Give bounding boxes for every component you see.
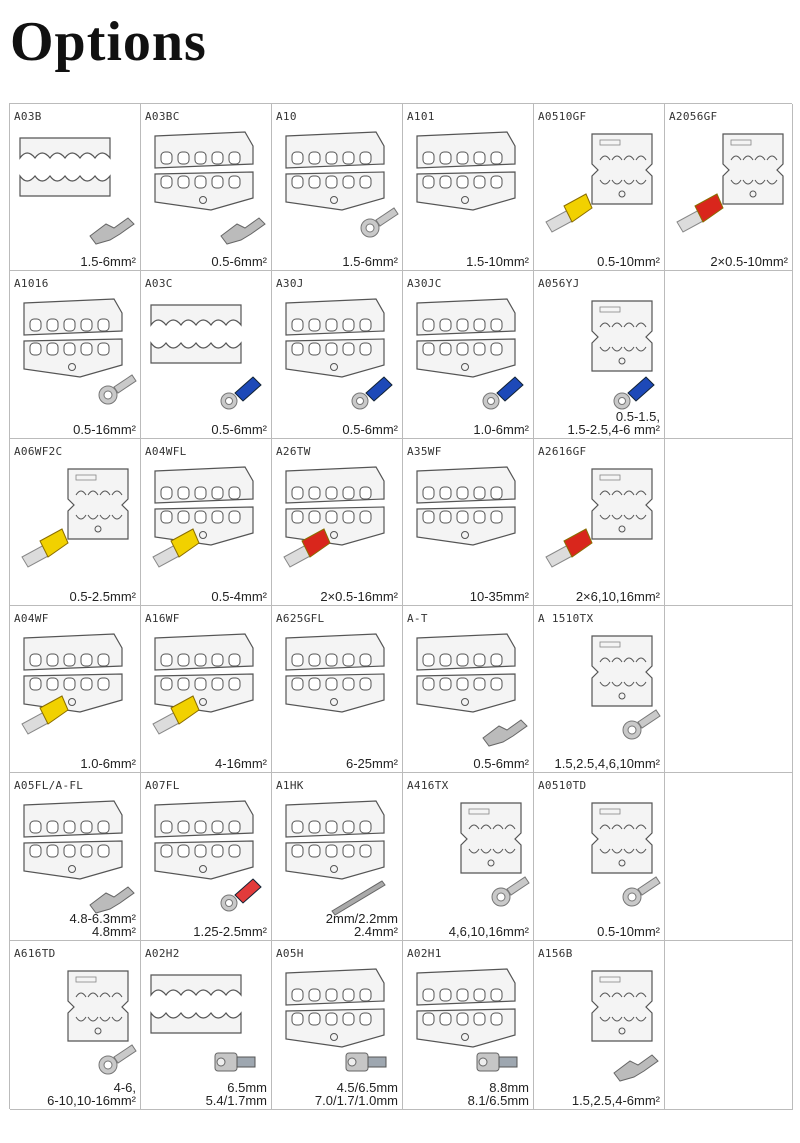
die-icon [592, 971, 652, 1041]
option-cell [403, 606, 534, 773]
option-cell [534, 104, 665, 271]
crimp-size-label: 2×0.5-10mm² [710, 254, 788, 269]
model-code: A2616GF [538, 445, 587, 458]
product-illustration [534, 459, 662, 587]
ferrule-yellow-terminal-icon [546, 194, 592, 232]
crimp-size-label: 1.5-6mm² [80, 254, 136, 269]
crimp-size-label: 1.5-6mm² [342, 254, 398, 269]
die-icon [155, 801, 253, 879]
option-cell [272, 439, 403, 606]
empty-cell [665, 773, 793, 941]
model-code: A0510GF [538, 110, 587, 123]
crimp-size-label: 6-25mm² [345, 756, 398, 771]
option-cell [10, 439, 141, 606]
model-code: A416TX [407, 779, 449, 792]
option-cell [665, 104, 793, 271]
model-code: A07FL [145, 779, 180, 792]
insulated-red-terminal-icon [221, 879, 261, 911]
product-illustration [10, 124, 138, 252]
model-code: A10 [276, 110, 297, 123]
option-cell [403, 104, 534, 271]
product-illustration [403, 626, 531, 754]
die-icon [20, 138, 110, 196]
ring-terminal-icon [99, 1045, 136, 1074]
product-illustration [10, 793, 138, 921]
option-cell [534, 439, 665, 606]
option-cell [141, 606, 272, 773]
crimp-size-label: 0.5-10mm² [597, 254, 660, 269]
crimp-size-label: 4,6,10,16mm² [448, 924, 529, 939]
product-illustration [10, 961, 138, 1089]
crimp-size-label: 2mm/2.2mm 2.4mm² [325, 911, 398, 939]
crimp-size-label: 1.5,2.5,4-6mm² [571, 1093, 660, 1108]
pin-terminal-icon [332, 881, 385, 915]
product-illustration [534, 124, 662, 252]
product-illustration [141, 124, 269, 252]
model-code: A16WF [145, 612, 180, 625]
option-cell [534, 773, 665, 941]
crimp-size-label: 8.8mm 8.1/6.5mm [467, 1080, 529, 1108]
crimp-size-label: 1.0-6mm² [80, 756, 136, 771]
die-icon [461, 803, 521, 873]
model-code: A06WF2C [14, 445, 63, 458]
empty-cell [665, 439, 793, 606]
model-code: A30J [276, 277, 304, 290]
product-illustration [141, 793, 269, 921]
bnc-terminal-icon [215, 1053, 255, 1071]
option-cell [10, 271, 141, 439]
die-icon [723, 134, 783, 204]
option-cell [10, 941, 141, 1110]
product-illustration [534, 961, 662, 1089]
option-cell [141, 271, 272, 439]
crimp-size-label: 0.5-16mm² [73, 422, 136, 437]
product-illustration [141, 961, 269, 1089]
die-icon [417, 969, 515, 1047]
crimp-size-label: 0.5-10mm² [597, 924, 660, 939]
model-code: A625GFL [276, 612, 325, 625]
ferrule-yellow-terminal-icon [22, 529, 68, 567]
die-icon [286, 969, 384, 1047]
crimp-size-label: 0.5-4mm² [211, 589, 267, 604]
model-code: A101 [407, 110, 435, 123]
die-icon [286, 132, 384, 210]
options-grid [9, 103, 792, 1109]
model-code: A03C [145, 277, 173, 290]
die-icon [417, 299, 515, 377]
empty-cell [665, 271, 793, 439]
crimp-size-label: 0.5-6mm² [342, 422, 398, 437]
option-cell [534, 941, 665, 1110]
model-code: A 1510TX [538, 612, 594, 625]
option-cell [141, 104, 272, 271]
model-code: A05H [276, 947, 304, 960]
die-icon [592, 301, 652, 371]
crimp-size-label: 1.0-6mm² [473, 422, 529, 437]
ring-terminal-icon [99, 375, 136, 404]
ring-terminal-icon [623, 877, 660, 906]
product-illustration [403, 291, 531, 419]
product-illustration [272, 459, 400, 587]
page-title: Options [10, 11, 207, 73]
crimp-size-label: 4.8-6.3mm² 4.8mm² [69, 911, 136, 939]
model-code: A03B [14, 110, 42, 123]
model-code: A02H1 [407, 947, 442, 960]
insulated-blue-terminal-icon [614, 377, 654, 409]
ring-terminal-icon [492, 877, 529, 906]
bnc-terminal-icon [346, 1053, 386, 1071]
die-icon [592, 134, 652, 204]
crimp-size-label: 0.5-1.5, 1.5-2.5,4-6 mm² [567, 409, 660, 437]
empty-cell [665, 941, 793, 1110]
spade-terminal-icon [483, 720, 527, 746]
option-cell [141, 439, 272, 606]
crimp-size-label: 1.5-10mm² [466, 254, 529, 269]
die-icon [151, 975, 241, 1033]
model-code: A03BC [145, 110, 180, 123]
model-code: A056YJ [538, 277, 580, 290]
option-cell [10, 104, 141, 271]
die-icon [24, 299, 122, 377]
product-illustration [534, 793, 662, 921]
spade-terminal-icon [614, 1055, 658, 1081]
die-icon [68, 971, 128, 1041]
model-code: A1016 [14, 277, 49, 290]
ring-terminal-icon [623, 710, 660, 739]
option-cell [141, 941, 272, 1110]
option-cell [272, 773, 403, 941]
die-icon [24, 801, 122, 879]
die-icon [155, 634, 253, 712]
spade-terminal-icon [90, 887, 134, 913]
option-cell [403, 941, 534, 1110]
model-code: A2056GF [669, 110, 718, 123]
model-code: A04WFL [145, 445, 187, 458]
die-icon [417, 132, 515, 210]
option-cell [272, 606, 403, 773]
product-illustration [141, 459, 269, 587]
spade-terminal-icon [221, 218, 265, 244]
die-icon [286, 801, 384, 879]
model-code: A30JC [407, 277, 442, 290]
option-cell [10, 773, 141, 941]
die-icon [286, 634, 384, 712]
product-illustration [665, 124, 793, 252]
product-illustration [272, 626, 400, 754]
ferrule-red-terminal-icon [677, 194, 723, 232]
product-illustration [403, 124, 531, 252]
crimp-size-label: 0.5-6mm² [211, 254, 267, 269]
option-cell [403, 773, 534, 941]
model-code: A04WF [14, 612, 49, 625]
crimp-size-label: 6.5mm 5.4/1.7mm [205, 1080, 267, 1108]
product-illustration [403, 459, 531, 587]
insulated-blue-terminal-icon [221, 377, 261, 409]
model-code: A05FL/A-FL [14, 779, 84, 792]
product-illustration [272, 961, 400, 1089]
crimp-size-label: 4-16mm² [214, 756, 267, 771]
model-code: A-T [407, 612, 428, 625]
model-code: A26TW [276, 445, 311, 458]
option-cell [534, 606, 665, 773]
die-icon [68, 469, 128, 539]
product-illustration [10, 626, 138, 754]
product-illustration [10, 291, 138, 419]
option-cell [403, 271, 534, 439]
die-icon [592, 469, 652, 539]
die-icon [286, 299, 384, 377]
insulated-blue-terminal-icon [483, 377, 523, 409]
option-cell [141, 773, 272, 941]
model-code: A616TD [14, 947, 56, 960]
ferrule-red-terminal-icon [546, 529, 592, 567]
model-code: A35WF [407, 445, 442, 458]
crimp-size-label: 0.5-6mm² [473, 756, 529, 771]
model-code: A0510TD [538, 779, 587, 792]
option-cell [272, 941, 403, 1110]
spade-terminal-icon [90, 218, 134, 244]
product-illustration [141, 291, 269, 419]
ring-terminal-icon [361, 208, 398, 237]
product-illustration [141, 626, 269, 754]
crimp-size-label: 1.25-2.5mm² [193, 924, 267, 939]
product-illustration [534, 291, 662, 419]
option-cell [10, 606, 141, 773]
option-cell [403, 439, 534, 606]
option-cell [534, 271, 665, 439]
die-icon [151, 305, 241, 363]
crimp-size-label: 0.5-2.5mm² [69, 589, 136, 604]
option-cell [272, 104, 403, 271]
empty-cell [665, 606, 793, 773]
product-illustration [10, 459, 138, 587]
crimp-size-label: 2×0.5-16mm² [320, 589, 398, 604]
crimp-size-label: 1.5,2.5,4,6,10mm² [554, 756, 660, 771]
crimp-size-label: 0.5-6mm² [211, 422, 267, 437]
product-illustration [272, 124, 400, 252]
crimp-size-label: 4-6, 6-10,10-16mm² [47, 1080, 136, 1108]
die-icon [155, 467, 253, 545]
model-code: A156B [538, 947, 573, 960]
product-illustration [272, 291, 400, 419]
option-cell [272, 271, 403, 439]
product-illustration [534, 626, 662, 754]
bnc-terminal-icon [477, 1053, 517, 1071]
die-icon [417, 467, 515, 545]
crimp-size-label: 4.5/6.5mm 7.0/1.7/1.0mm [314, 1080, 398, 1108]
die-icon [417, 634, 515, 712]
crimp-size-label: 2×6,10,16mm² [575, 589, 660, 604]
insulated-blue-terminal-icon [352, 377, 392, 409]
die-icon [592, 803, 652, 873]
die-icon [592, 636, 652, 706]
product-illustration [403, 961, 531, 1089]
die-icon [286, 467, 384, 545]
die-icon [155, 132, 253, 210]
model-code: A02H2 [145, 947, 180, 960]
crimp-size-label: 10-35mm² [469, 589, 529, 604]
die-icon [24, 634, 122, 712]
model-code: A1HK [276, 779, 304, 792]
product-illustration [272, 793, 400, 921]
product-illustration [403, 793, 531, 921]
